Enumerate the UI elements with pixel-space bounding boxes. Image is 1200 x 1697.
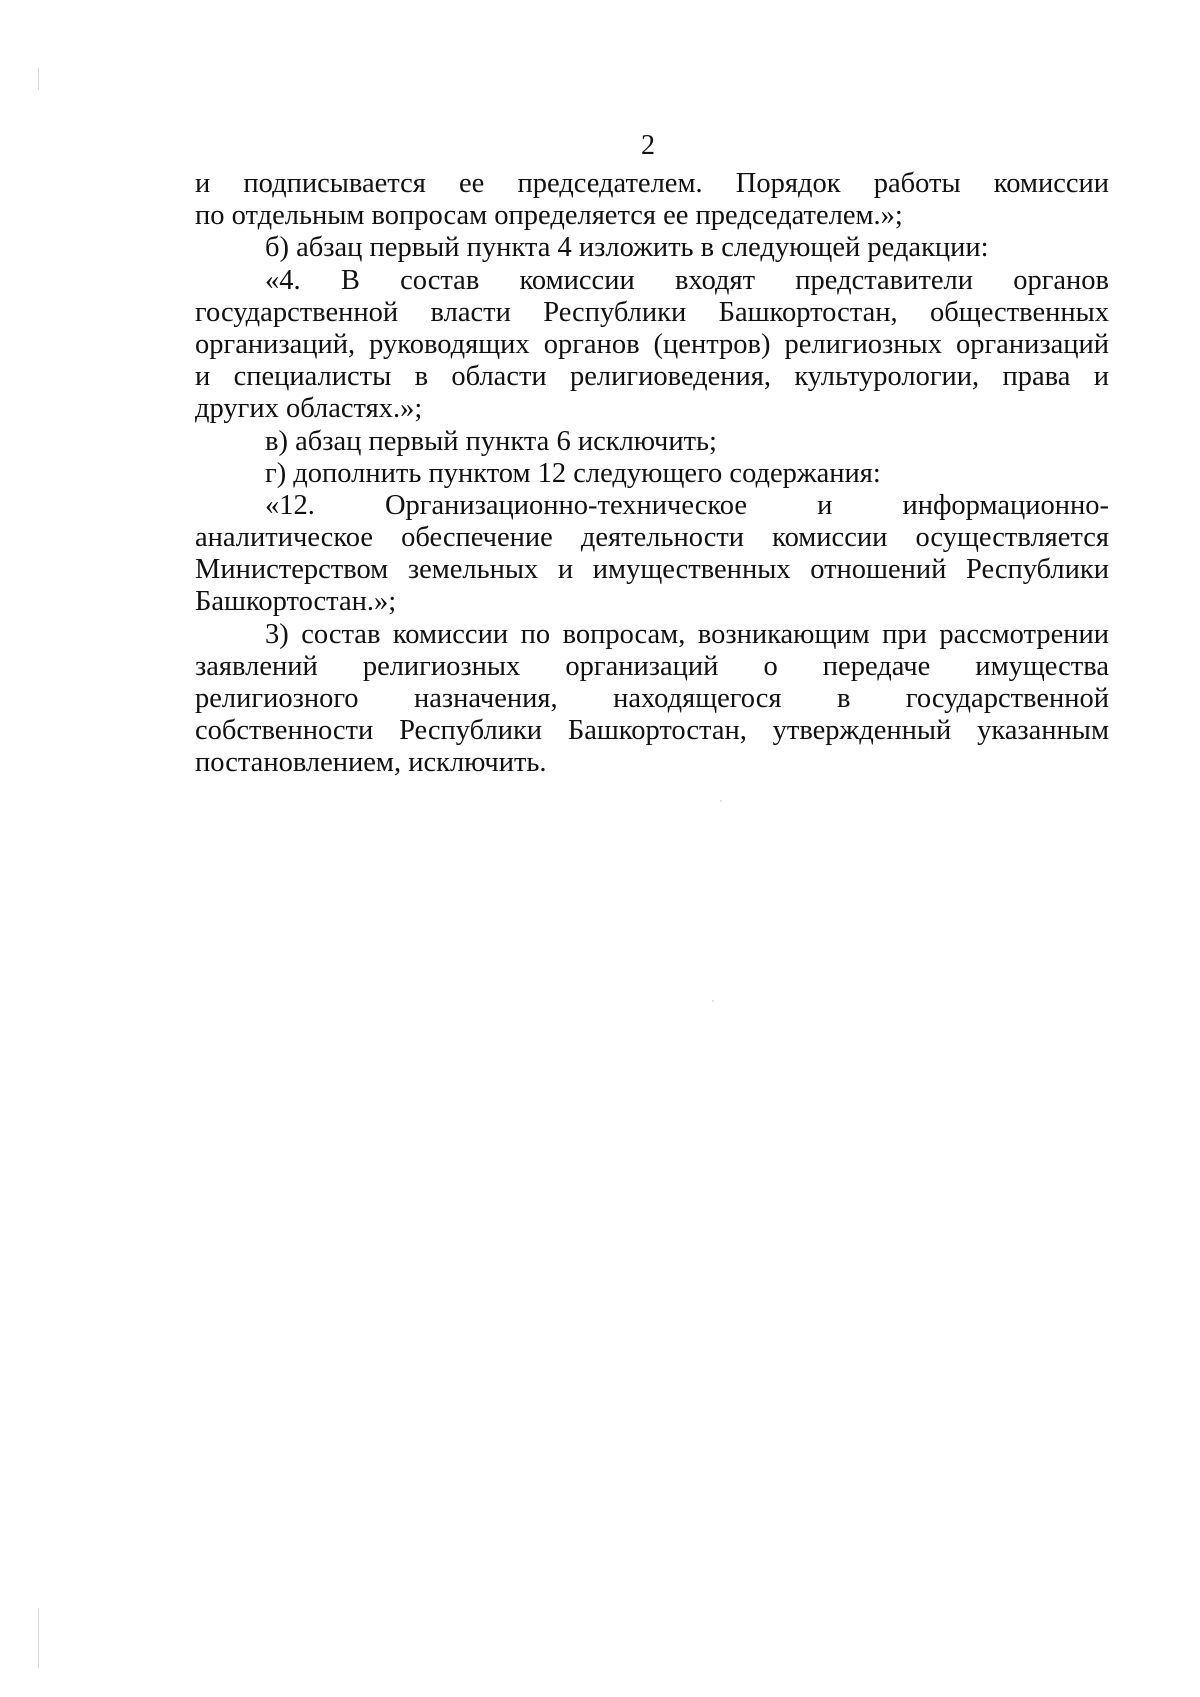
text-line: религиозного назначения, находящегося в государственной bbox=[195, 683, 1109, 714]
text-line: «12. Организационно-техническое и информационно- bbox=[265, 489, 1109, 521]
text-line: г) дополнить пунктом 12 следующего содержания: bbox=[265, 457, 881, 489]
scan-artifact bbox=[38, 68, 39, 90]
scan-artifact bbox=[712, 1000, 714, 1002]
text-line: и подписывается ее председателем. Порядок работы комиссии bbox=[195, 168, 1109, 199]
text-line: Министерством земельных и имущественных отношений Республики bbox=[195, 554, 1109, 586]
text-line: других областях.»; bbox=[195, 393, 423, 425]
text-line: организаций, руководящих органов (центров) религиозных организаций bbox=[195, 328, 1109, 360]
text-line: собственности Республики Башкортостан, утвержденный указанным bbox=[195, 715, 1109, 747]
scan-artifact bbox=[720, 800, 722, 802]
text-line: государственной власти Республики Башкортостан, общественных bbox=[195, 296, 1109, 328]
text-line: заявлений религиозных организаций о передаче имущества bbox=[195, 650, 1109, 682]
text-line: б) абзац первый пункта 4 изложить в следующей редакции: bbox=[265, 232, 989, 264]
document-body bbox=[195, 168, 1109, 780]
page-number: 2 bbox=[641, 130, 655, 161]
text-line: в) абзац первый пункта 6 исключить; bbox=[265, 425, 717, 457]
text-line: 3) состав комиссии по вопросам, возникающим при рассмотрении bbox=[265, 618, 1109, 650]
text-line: «4. В состав комиссии входят представители органов bbox=[265, 264, 1109, 296]
scan-artifact bbox=[38, 1608, 39, 1668]
text-line: аналитическое обеспечение деятельности комиссии осуществляется bbox=[195, 522, 1109, 554]
text-line: и специалисты в области религиоведения, культурологии, права и bbox=[195, 361, 1109, 393]
text-line: постановлением, исключить. bbox=[195, 747, 547, 779]
text-line: Башкортостан.»; bbox=[195, 586, 397, 618]
text-line: по отдельным вопросам определяется ее председателем.»; bbox=[195, 200, 903, 232]
